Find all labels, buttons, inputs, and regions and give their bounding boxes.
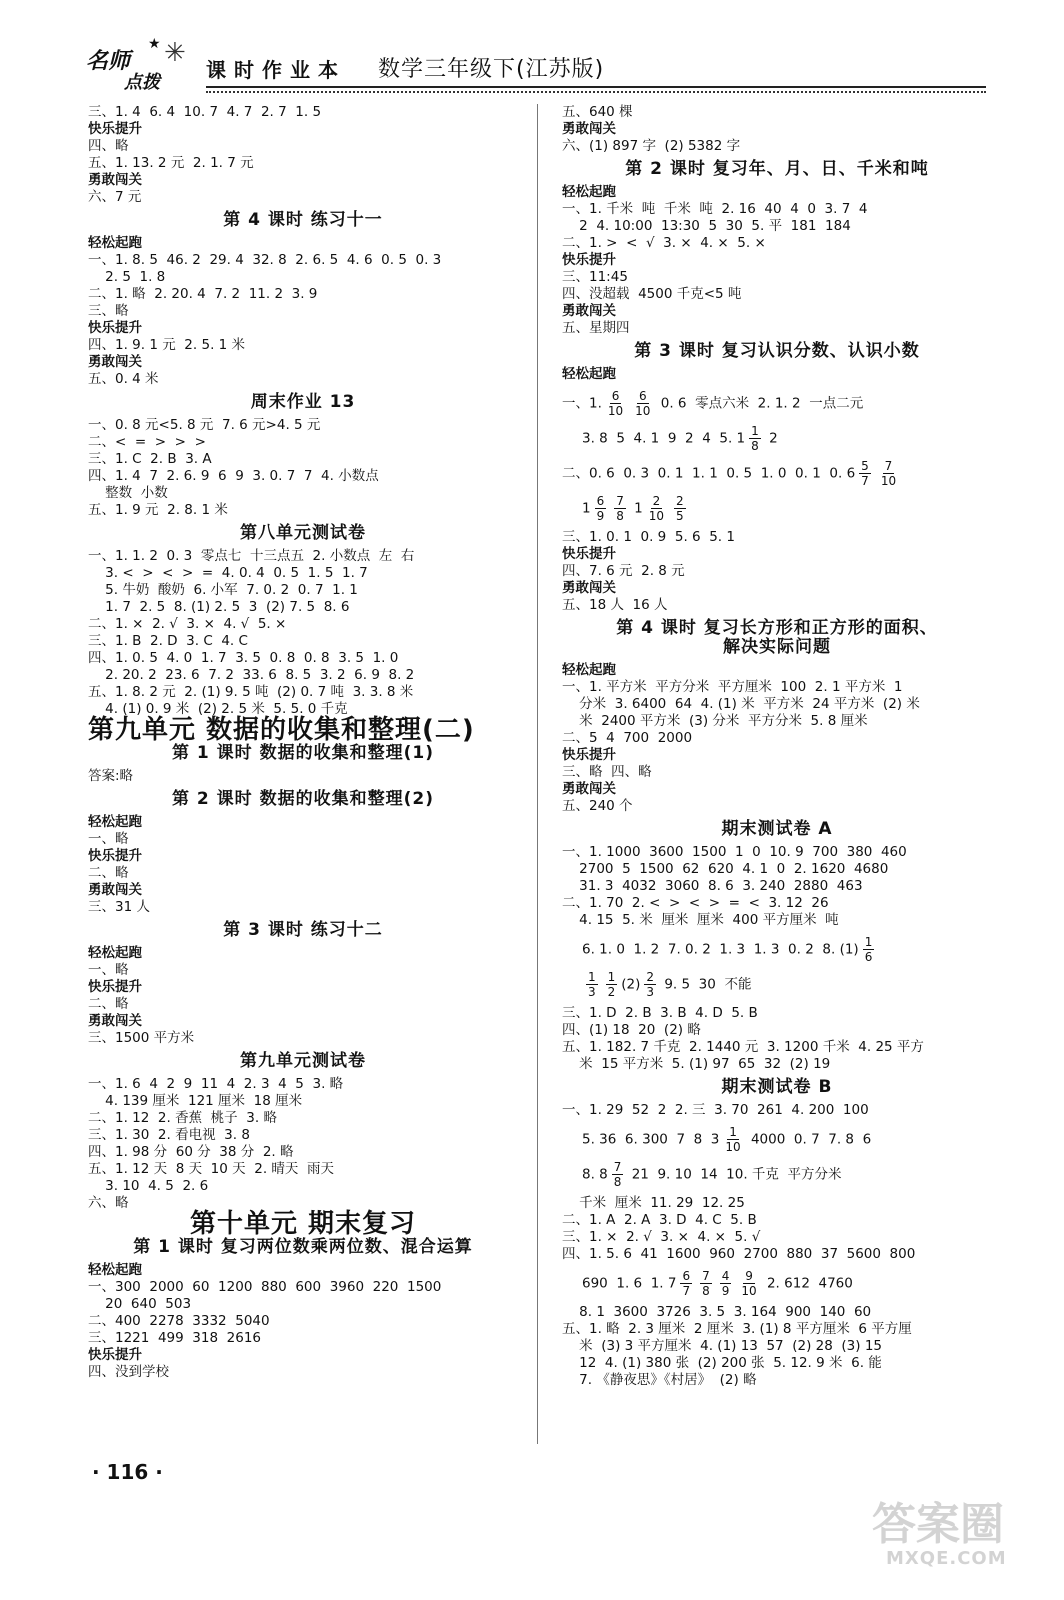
answer-line: 三、1. 30 2. 看电视 3. 8: [88, 1127, 250, 1143]
answer-line: 三、1. × 2. √ 3. × 4. × 5. √: [562, 1229, 761, 1245]
book-subtitle: 数学三年级下(江苏版): [378, 57, 605, 82]
fraction: $\frac{2}{3}$: [646, 970, 655, 999]
answer-line: 四、7. 6 元 2. 8 元: [562, 563, 685, 579]
answer-line: 三、1. C 2. B 3. A: [88, 451, 212, 467]
header-dotted-rule: [206, 91, 986, 93]
answer-line: 1 $\frac{6}{9}$ $\frac{7}{8}$ 1 $\frac{2}{10}$ $\frac{2}{5}$: [582, 494, 684, 523]
fraction: $\frac{1}{10}$: [725, 1125, 741, 1154]
answer-line: 三、略 四、略: [562, 764, 652, 780]
section-label: 勇敢闯关: [562, 580, 616, 596]
section-label: 勇敢闯关: [562, 303, 616, 319]
section-label: 轻松起跑: [562, 366, 616, 382]
answer-line: 四、1. 4 7 2. 6. 9 6 9 3. 0. 7 7 4. 小数点: [88, 468, 379, 484]
answer-line: 二、略: [88, 865, 129, 881]
answer-line: 三、1. 4 6. 4 10. 7 4. 7 2. 7 1. 5: [88, 104, 322, 120]
answer-line: 五、640 棵: [562, 104, 633, 120]
header-rule: [206, 86, 986, 88]
answer-block: [88, 235, 518, 388]
fraction: $\frac{4}{9}$: [721, 1269, 730, 1298]
section-label: 轻松起跑: [88, 235, 142, 251]
column-divider: [537, 104, 538, 1444]
answer-line: 三、11:45: [562, 269, 628, 285]
fraction: $\frac{7}{10}$: [880, 459, 897, 488]
answer-line: 三、31 人: [88, 899, 150, 915]
answer-line: 四、没到学校: [88, 1364, 169, 1380]
fraction: $\frac{6}{10}$: [607, 389, 624, 418]
section-label: 快乐提升: [562, 747, 616, 763]
answer-line: 整数 小数: [88, 485, 168, 501]
section-label: 快乐提升: [88, 1347, 142, 1363]
section-label: 快乐提升: [88, 979, 142, 995]
answer-block: [562, 1005, 992, 1073]
answer-block: [88, 104, 518, 206]
answer-line: 一、1. 8. 5 46. 2 29. 4 32. 8 2. 6. 5 4. 6 0. 5 0. 3: [88, 252, 442, 268]
left-column: [88, 104, 518, 1381]
fraction: $\frac{2}{10}$: [648, 494, 665, 523]
answer-line: 一、1. 1. 2 0. 3 零点七 十三点五 2. 小数点 左 右: [88, 548, 415, 564]
section-title: 第 2 课时 数据的收集和整理(2): [172, 789, 434, 809]
answer-line: 二、1. × 2. √ 3. × 4. √ 5. ×: [88, 616, 287, 632]
answer-line: 五、1. 13. 2 元 2. 1. 7 元: [88, 155, 254, 171]
section-label: 勇敢闯关: [88, 882, 142, 898]
answer-line: 五、0. 4 米: [88, 371, 159, 387]
answer-block: [88, 548, 518, 718]
fraction: $\frac{2}{5}$: [676, 494, 684, 523]
section-label: 轻松起跑: [562, 662, 616, 678]
fraction: $\frac{5}{7}$: [861, 459, 869, 488]
answer-line: $\frac{1}{3}$ $\frac{1}{2}$ (2) $\frac{2}{3}$ 9. 5 30 不能: [588, 970, 752, 999]
answer-line: 7. 《静夜思》《村居》 (2) 略: [562, 1372, 757, 1388]
section-label: 快乐提升: [88, 320, 142, 336]
section-title: 期末测试卷 A: [721, 819, 833, 839]
answer-line: 三、1. D 2. B 3. B 4. D 5. B: [562, 1005, 758, 1021]
answer-block: [562, 529, 992, 614]
section-title: 第九单元测试卷: [240, 1051, 366, 1071]
answer-block: [562, 1304, 992, 1389]
answer-line: 千米 厘米 11. 29 12. 25: [562, 1195, 745, 1211]
answer-line: 五、18 人 16 人: [562, 597, 668, 613]
section-label: 勇敢闯关: [562, 121, 616, 137]
answer-line: 一、300 2000 60 1200 880 600 3960 220 1500: [88, 1279, 442, 1295]
section-title: 解决实际问题: [723, 637, 831, 657]
answer-line: 二、略: [88, 996, 129, 1012]
answer-line: 五、240 个: [562, 798, 633, 814]
answer-line: 二、400 2278 3332 5040: [88, 1313, 270, 1329]
answer-line: 三、1500 平方米: [88, 1030, 195, 1046]
answer-line: 分米 3. 6400 64 4. (1) 米 平方米 24 平方米 (2) 米: [562, 696, 920, 712]
section-label: 勇敢闯关: [88, 172, 142, 188]
answer-line: 一、1. 29 52 2 2. 三 3. 70 261 4. 200 100: [562, 1102, 869, 1118]
section-title: 第 1 课时 复习两位数乘两位数、混合运算: [133, 1237, 473, 1257]
answer-line: 二、1. A 2. A 3. D 4. C 5. B: [562, 1212, 757, 1228]
fraction: $\frac{7}{8}$: [613, 1160, 622, 1189]
section-title: 第 2 课时 复习年、月、日、千米和吨: [625, 159, 929, 179]
page-number: · 116 ·: [92, 1460, 163, 1484]
unit-title: 第九单元 数据的收集和整理(二): [88, 715, 475, 745]
answer-line: 四、(1) 18 20 (2) 略: [562, 1022, 701, 1038]
right-column: [562, 104, 992, 1389]
answer-line: 米 2400 平方米 (3) 分米 平方分米 5. 8 厘米: [562, 713, 868, 729]
answer-block: [88, 417, 518, 519]
answer-block: [88, 814, 518, 916]
answer-line: 二、0. 6 0. 3 0. 1 1. 1 0. 5 1. 0 0. 1 0. 6 $\frac{5}{7}$ $\frac{7}{10}$: [562, 459, 897, 488]
answer-line: 2. 5 1. 8: [88, 269, 166, 285]
fraction: $\frac{1}{6}$: [864, 935, 873, 964]
answer-line: 12 4. (1) 380 张 (2) 200 张 5. 12. 9 米 6. 能: [562, 1355, 882, 1371]
fraction: $\frac{6}{7}$: [682, 1269, 691, 1298]
answer-line: 六、7 元: [88, 189, 142, 205]
answer-line: 一、0. 8 元<5. 8 元 7. 6 元>4. 5 元: [88, 417, 321, 433]
answer-line: 四、1. 0. 5 4. 0 1. 7 3. 5 0. 8 0. 8 3. 5 1. 0: [88, 650, 399, 666]
unit-title: 第十单元 期末复习: [189, 1209, 417, 1239]
answer-line: 四、1. 9. 1 元 2. 5. 1 米: [88, 337, 246, 353]
answer-line: 二、5 4 700 2000: [562, 730, 693, 746]
answer-line: 答案:略: [88, 768, 134, 784]
fraction: $\frac{6}{9}$: [596, 494, 605, 523]
answer-line: 二、1. 略 2. 20. 4 7. 2 11. 2 3. 9: [88, 286, 318, 302]
answer-line: 2. 20. 2 23. 6 7. 2 33. 6 8. 5 3. 2 6. 9 8. 2: [88, 667, 415, 683]
answer-line: 2 4. 10:00 13:30 5 30 5. 平 181 184: [562, 218, 851, 234]
section-title: 第 3 课时 练习十二: [223, 920, 383, 940]
answer-block: [88, 1262, 518, 1381]
answer-block: [562, 1195, 992, 1263]
answer-line: 4. 15 5. 米 厘米 厘米 400 平方厘米 吨: [562, 912, 839, 928]
answer-line: 4. 139 厘米 121 厘米 18 厘米: [88, 1093, 303, 1109]
section-label: 快乐提升: [562, 252, 616, 268]
fraction: $\frac{1}{2}$: [607, 970, 616, 999]
answer-block: [88, 768, 518, 785]
answer-line: 2700 5 1500 62 620 4. 1 0 2. 1620 4680: [562, 861, 889, 877]
answer-line: 三、1221 499 318 2616: [88, 1330, 261, 1346]
answer-line: 31. 3 4032 3060 8. 6 3. 240 2880 463: [562, 878, 863, 894]
answer-line: 五、1. 8. 2 元 2. (1) 9. 5 吨 (2) 0. 7 吨 3. 3. 8 米: [88, 684, 414, 700]
star-icon: ★: [148, 36, 161, 52]
fraction: $\frac{7}{8}$: [702, 1269, 710, 1298]
answer-line: 4. (1) 0. 9 米 (2) 2. 5 米 5. 5. 0 千克: [88, 701, 348, 717]
section-label: 勇敢闯关: [562, 781, 616, 797]
answer-block: [562, 844, 992, 929]
answer-block: [562, 104, 992, 155]
fraction: $\frac{1}{3}$: [588, 970, 596, 999]
answer-line: 一、略: [88, 962, 129, 978]
section-label: 快乐提升: [88, 121, 142, 137]
answer-line: 四、1. 5. 6 41 1600 960 2700 880 37 5600 800: [562, 1246, 916, 1262]
answer-line: 米 15 平方米 5. (1) 97 65 32 (2) 19: [562, 1056, 831, 1072]
answer-block: [562, 662, 992, 815]
answer-line: 一、1. 千米 吨 千米 吨 2. 16 40 4 0 3. 7 4: [562, 201, 868, 217]
sparkle-icon: ✳: [164, 38, 186, 68]
fraction: $\frac{1}{8}$: [751, 424, 759, 453]
fraction: $\frac{9}{10}$: [741, 1269, 757, 1298]
answer-line: 5. 36 6. 300 7 8 3 $\frac{1}{10}$ 4000 0. 7 7. 8 6: [582, 1125, 872, 1154]
section-title: 第 1 课时 数据的收集和整理(1): [172, 743, 434, 763]
section-label: 轻松起跑: [88, 814, 142, 830]
answer-block: [562, 184, 992, 337]
answer-line: 米 (3) 3 平方厘米 4. (1) 13 57 (2) 28 (3) 15: [562, 1338, 882, 1354]
section-label: 勇敢闯关: [88, 354, 142, 370]
answer-line: 六、(1) 897 字 (2) 5382 字: [562, 138, 741, 154]
answer-line: 二、< = > > >: [88, 434, 206, 450]
answer-line: 3. < > < > = 4. 0. 4 0. 5 1. 5 1. 7: [88, 565, 368, 581]
fraction: $\frac{7}{8}$: [616, 494, 624, 523]
section-label: 轻松起跑: [88, 945, 142, 961]
brand-logo: 名师 点拨 ★ ✳: [86, 36, 186, 93]
answer-line: 3. 8 5 4. 1 9 2 4 5. 1 $\frac{1}{8}$ 2: [582, 424, 778, 453]
answer-block: [88, 1076, 518, 1212]
section-label: 轻松起跑: [562, 184, 616, 200]
answer-line: 四、1. 98 分 60 分 38 分 2. 略: [88, 1144, 294, 1160]
answer-line: 690 1. 6 1. 7 $\frac{6}{7}$ $\frac{7}{8}$ $\frac{4}{9}$ $\frac{9}{10}$ 2. 612 4760: [582, 1269, 853, 1298]
answer-line: 6. 1. 0 1. 2 7. 0. 2 1. 3 1. 3 0. 2 8. (1) $\frac{1}{6}$: [582, 935, 873, 964]
answer-line: 四、略: [88, 138, 129, 154]
section-title: 第 4 课时 练习十一: [223, 210, 383, 230]
section-title: 期末测试卷 B: [721, 1077, 833, 1097]
section-title: 第 3 课时 复习认识分数、认识小数: [634, 341, 920, 361]
section-title: 周末作业 13: [250, 392, 356, 412]
answer-line: 8. 8 $\frac{7}{8}$ 21 9. 10 14 10. 千克 平方分米: [582, 1160, 842, 1189]
answer-line: 5. 牛奶 酸奶 6. 小军 7. 0. 2 0. 7 1. 1: [88, 582, 358, 598]
answer-line: 二、1. 12 2. 香蕉 桃子 3. 略: [88, 1110, 277, 1126]
answer-line: 三、1. 0. 1 0. 9 5. 6 5. 1: [562, 529, 735, 545]
answer-line: 三、略: [88, 303, 129, 319]
answer-block: [88, 945, 518, 1047]
answer-line: 一、1. 1000 3600 1500 1 0 10. 9 700 380 460: [562, 844, 907, 860]
section-title: 第八单元测试卷: [240, 523, 366, 543]
answer-line: 五、1. 182. 7 千克 2. 1440 元 3. 1200 千米 4. 25 平方: [562, 1039, 924, 1055]
answer-line: 一、略: [88, 831, 129, 847]
answer-line: 五、1. 略 2. 3 厘米 2 厘米 3. (1) 8 平方厘米 6 平方厘: [562, 1321, 912, 1337]
page-header: [78, 36, 988, 98]
answer-line: 三、1. B 2. D 3. C 4. C: [88, 633, 248, 649]
answer-line: 四、没超载 4500 千克<5 吨: [562, 286, 742, 302]
section-label: 勇敢闯关: [88, 1013, 142, 1029]
answer-line: 3. 10 4. 5 2. 6: [88, 1178, 209, 1194]
answer-line: 8. 1 3600 3726 3. 5 3. 164 900 140 60: [562, 1304, 872, 1320]
answer-line: 一、1. 平方米 平方分米 平方厘米 100 2. 1 平方米 1: [562, 679, 903, 695]
answer-line: 二、1. 70 2. < > < > = < 3. 12 26: [562, 895, 829, 911]
answer-line: 20 640 503: [88, 1296, 192, 1312]
answer-line: 五、1. 9 元 2. 8. 1 米: [88, 502, 228, 518]
answer-line: 1. 7 2. 5 8. (1) 2. 5 3 (2) 7. 5 8. 6: [88, 599, 350, 615]
section-label: 快乐提升: [562, 546, 616, 562]
book-title: 课时作业本: [206, 58, 346, 82]
answer-line: 五、星期四: [562, 320, 630, 336]
answer-line: 五、1. 12 天 8 天 10 天 2. 晴天 雨天: [88, 1161, 334, 1177]
answer-line: 二、1. > < √ 3. × 4. × 5. ×: [562, 235, 766, 251]
answer-line: 一、1. 6 4 2 9 11 4 2. 3 4 5 3. 略: [88, 1076, 344, 1092]
answer-line: 一、1. $\frac{6}{10}$ $\frac{6}{10}$ 0. 6 零点六米 2. 1. 2 一点二元: [562, 389, 864, 418]
section-label: 轻松起跑: [88, 1262, 142, 1278]
watermark-logo: 答案圈 MXQE.COM: [872, 1499, 1007, 1569]
section-title: 第 4 课时 复习长方形和正方形的面积、: [616, 618, 938, 638]
section-label: 快乐提升: [88, 848, 142, 864]
fraction: $\frac{6}{10}$: [635, 389, 651, 418]
answer-line: 六、略: [88, 1195, 129, 1211]
